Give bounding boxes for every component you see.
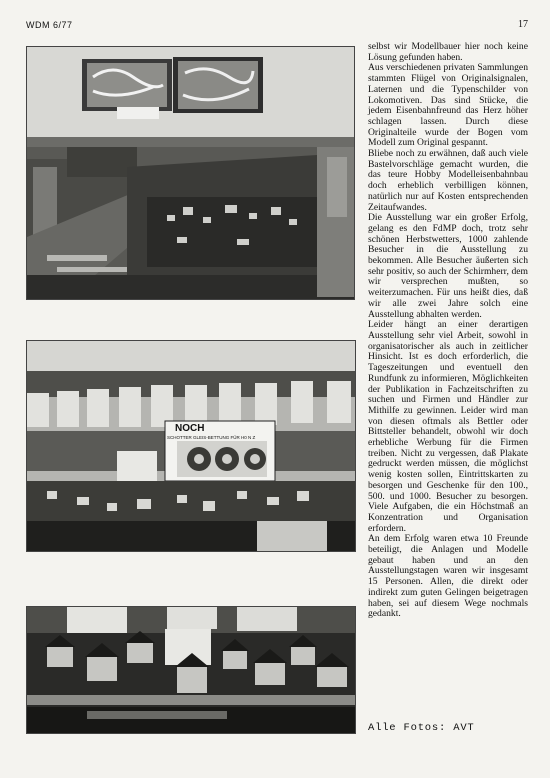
article-paragraph: Aus verschiedenen privaten Sammlungen stammten Flügel von Originalsignalen, Laternen und die Typenschilder von Lokomotiven. Das sind Stücke, die jedem Eisenbahnfreund das Herz höher schlagen lassen. Durch diese Originalteile wurde der Bogen vom Modell zum Original gespannt. [368,62,528,149]
photo-credit: Alle Fotos: AVT [368,722,475,734]
photo-exhibition-hall [26,340,356,552]
article-paragraph: Leider hängt an einer derartigen Ausstellung sehr viel Arbeit, sowohl in organisatorischer als auch in zeitlicher Hinsicht. Ist es doch erforderlich, die Tageszeitungen und eventuell den Rundfunk zu informieren, Möglichkeiten der Publikation in Fachzeitschriften zu suchen und Firmen und Händler zur Mithilfe zu gewinnen. Leider wird man von diesen oftmals als Bettler oder Bittsteller behandelt, obwohl wir doch erhebliche Werbung für die Firmen treiben. Nicht zu vergessen, daß Plakate gedruckt werden müssen, die möglichst wenig kosten sollen, Eintrittskarten zu besorgen und Geschenke für den 100., 500. und 1000. Besucher zu besorgen. Viele Aufgaben, die ein Höchstmaß an Konzentration und Organisation erfordern. [368,319,528,534]
noch-sign-brand: NOCH [175,423,205,434]
article-paragraph: Die Ausstellung war ein großer Erfolg, gelang es den FdMP doch, trotz sehr schönen Herbstwetters, 1000 zahlende Besucher in die Ausstellung zu bekommen. Alle Besucher äußerten sich sehr positiv, so auch der Schirmherr, dem wir versprechen mußten, so weiterzumachen. Für uns heißt dies, daß wir alle zwei Jahre solch eine Ausstellung abhalten werden. [368,212,528,320]
article-paragraph: Bliebe noch zu erwähnen, daß auch viele Bastelvorschläge gemacht wurden, die das teure Hobby Modelleisenbahnbau doch erheblich verbilligen können, natürlich nur auf Kosten entsprechenden Zeitaufwandes. [368,148,528,213]
article-paragraph: selbst wir Modellbauer hier noch keine Lösung gefunden haben. [368,41,528,63]
journal-issue: WDM 6/77 [26,20,73,30]
noch-sign-text: SCHOTTER GLEIS-BETTUNG FÜR H0 N Z [167,435,256,440]
photo-layout-tables [26,46,355,300]
article-text-column [368,42,528,620]
photo-town-layout [26,606,356,734]
page-number: 17 [518,19,528,30]
article-paragraph: An dem Erfolg waren etwa 10 Freunde beteiligt, die Anlagen und Modelle gebaut haben und an den Ausstellungstagen waren wir insgesamt 15 Personen. Allen, die direkt oder indirekt zum guten Gelingen beigetragen haben, sei auf diesem Wege nochmals gedankt. [368,533,528,620]
